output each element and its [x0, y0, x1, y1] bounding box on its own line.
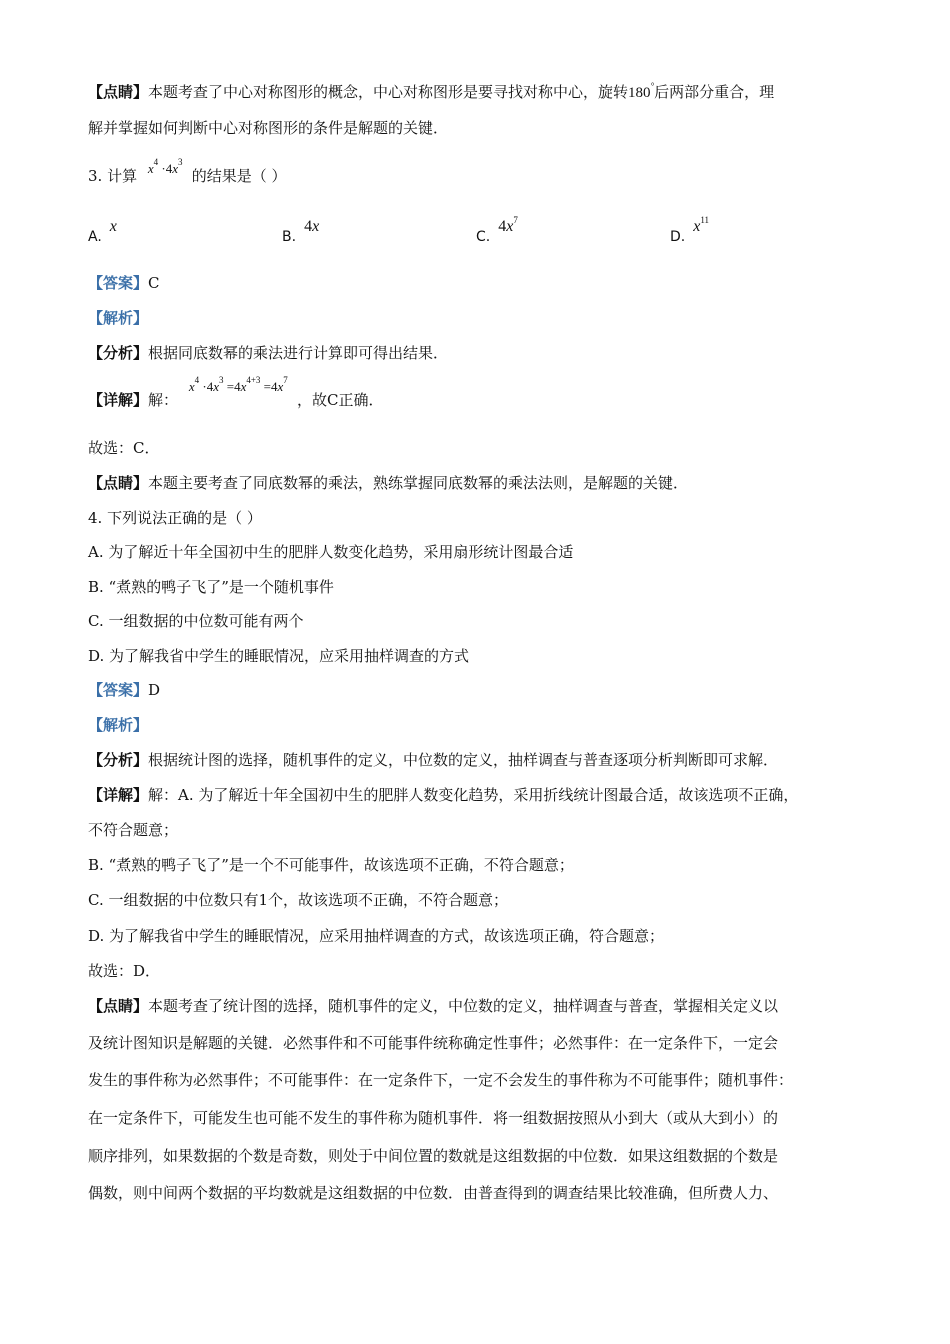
- question-3-expression: $x^4 \cdot 4x^3$: [147, 157, 183, 176]
- dianjing-text: 本题考查了统计图的选择，随机事件的定义，中位数的定义，抽样调查与普查，掌握相关定义以: [148, 997, 779, 1015]
- dianjing-tag: 【点睛】: [88, 997, 149, 1015]
- dianjing-text: 本题主要考查了同底数幂的乘法，熟练掌握同底数幂的乘法法则，是解题的关键．: [148, 474, 689, 492]
- answer-tag: 【答案】: [88, 681, 149, 699]
- question-3-prefix: 3. 计算: [88, 167, 138, 185]
- xiangjie-expression: $x^4 \cdot 4x^3 =4x^{4+3} =4x^7$: [188, 375, 288, 394]
- xiangjie-text: 解：A. 为了解近十年全国初中生的肥胖人数变化趋势，采用折线统计图最合适，故该选项不正确，: [148, 786, 799, 804]
- option-3a: [88, 218, 117, 246]
- option-4d: D. 为了解我省中学生的睡眠情况，应采用抽样调查的方式: [88, 647, 470, 665]
- answer-tag: 【答案】: [88, 274, 149, 292]
- answer-value: C: [148, 274, 160, 292]
- dianjing-text: 本题考查了中心对称图形的概念，中心对称图形是要寻找对称中心，旋转: [148, 83, 629, 101]
- xiangjie-prefix: 解：: [148, 391, 179, 409]
- option-letter: B.: [282, 229, 297, 245]
- question-3: [88, 157, 878, 188]
- xiangjie-suffix: ，故C正确．: [297, 391, 384, 409]
- option-3b: [282, 218, 320, 246]
- xiangjie-4-c: B. “煮熟的鸭子飞了”是一个不可能事件，故该选项不正确，不符合题意；: [88, 856, 574, 874]
- fenxi-text: 根据统计图的选择，随机事件的定义，中位数的定义，抽样调查与普查逐项分析判断即可求解．: [148, 751, 779, 769]
- option-4a: A. 为了解近十年全国初中生的肥胖人数变化趋势，采用扇形统计图最合适: [88, 543, 574, 561]
- dianjing-line-1: [88, 82, 878, 104]
- xiangjie-tag: 【详解】: [88, 786, 149, 804]
- dianjing-4-4: 在一定条件下，可能发生也可能不发生的事件称为随机事件．将一组数据按照从小到大（或从大到小）的: [88, 1109, 779, 1127]
- option-3c: [476, 215, 518, 246]
- degree-value: 180°: [628, 81, 655, 101]
- fenxi-tag: 【分析】: [88, 751, 149, 769]
- dianjing-4-2: 及统计图知识是解题的关键．必然事件和不可能事件统称确定性事件；必然事件：在一定条件下，一定会: [88, 1034, 779, 1052]
- dianjing-line-2: 解并掌握如何判断中心对称图形的条件是解题的关键．: [88, 119, 449, 137]
- answer-value: D: [148, 681, 161, 699]
- fenxi-3: [88, 343, 878, 363]
- jiexi-tag: 【解析】: [88, 716, 149, 734]
- dianjing-3: [88, 473, 878, 493]
- answer-3: [88, 273, 878, 293]
- option-value: $4x^7$: [498, 215, 518, 235]
- xiangjie-4-d: C. 一组数据的中位数只有1个，故该选项不正确，不符合题意；: [88, 891, 509, 909]
- option-letter: C.: [476, 229, 491, 245]
- xiangjie-3: [88, 375, 878, 412]
- guxuan-4: 故选：D．: [88, 962, 161, 980]
- option-value: x: [109, 218, 117, 235]
- option-letter: A.: [88, 229, 102, 245]
- dianjing-4-3: 发生的事件称为必然事件；不可能事件：在一定条件下，一定不会发生的事件称为不可能事件；随机事件：: [88, 1071, 794, 1089]
- option-3d: [670, 215, 710, 246]
- question-3-suffix: 的结果是（ ）: [191, 167, 287, 185]
- dianjing-4-1: [88, 996, 878, 1016]
- answer-4: [88, 680, 878, 700]
- jiexi-3: [88, 308, 878, 328]
- option-value: 4x: [304, 218, 320, 235]
- dianjing-text-cont: 后两部分重合，理: [654, 83, 775, 101]
- xiangjie-tag: 【详解】: [88, 391, 149, 409]
- fenxi-4: [88, 750, 878, 770]
- fenxi-text: 根据同底数幂的乘法进行计算即可得出结果．: [148, 344, 449, 362]
- dianjing-4-5: 顺序排列，如果数据的个数是奇数，则处于中间位置的数就是这组数据的中位数．如果这组数据的个数是: [88, 1147, 779, 1165]
- option-value: $x^{11}$: [693, 215, 710, 235]
- dianjing-4-6: 偶数，则中间两个数据的平均数就是这组数据的中位数．由普查得到的调查结果比较准确，但所费人力、: [88, 1184, 779, 1202]
- jiexi-tag: 【解析】: [88, 309, 149, 327]
- dianjing-tag: 【点睛】: [88, 474, 149, 492]
- xiangjie-4-e: D. 为了解我省中学生的睡眠情况，应采用抽样调查的方式，故该选项正确，符合题意；: [88, 927, 665, 945]
- option-letter: D.: [670, 229, 686, 245]
- option-4b: B. “煮熟的鸭子飞了”是一个随机事件: [88, 578, 334, 596]
- question-4: 4. 下列说法正确的是（ ）: [88, 509, 262, 527]
- fenxi-tag: 【分析】: [88, 344, 149, 362]
- dianjing-tag: 【点睛】: [88, 83, 149, 101]
- xiangjie-4-b: 不符合题意；: [88, 821, 179, 839]
- guxuan-3: 故选：C．: [88, 439, 160, 457]
- option-4c: C. 一组数据的中位数可能有两个: [88, 612, 304, 630]
- xiangjie-4: [88, 785, 878, 805]
- jiexi-4: [88, 715, 878, 735]
